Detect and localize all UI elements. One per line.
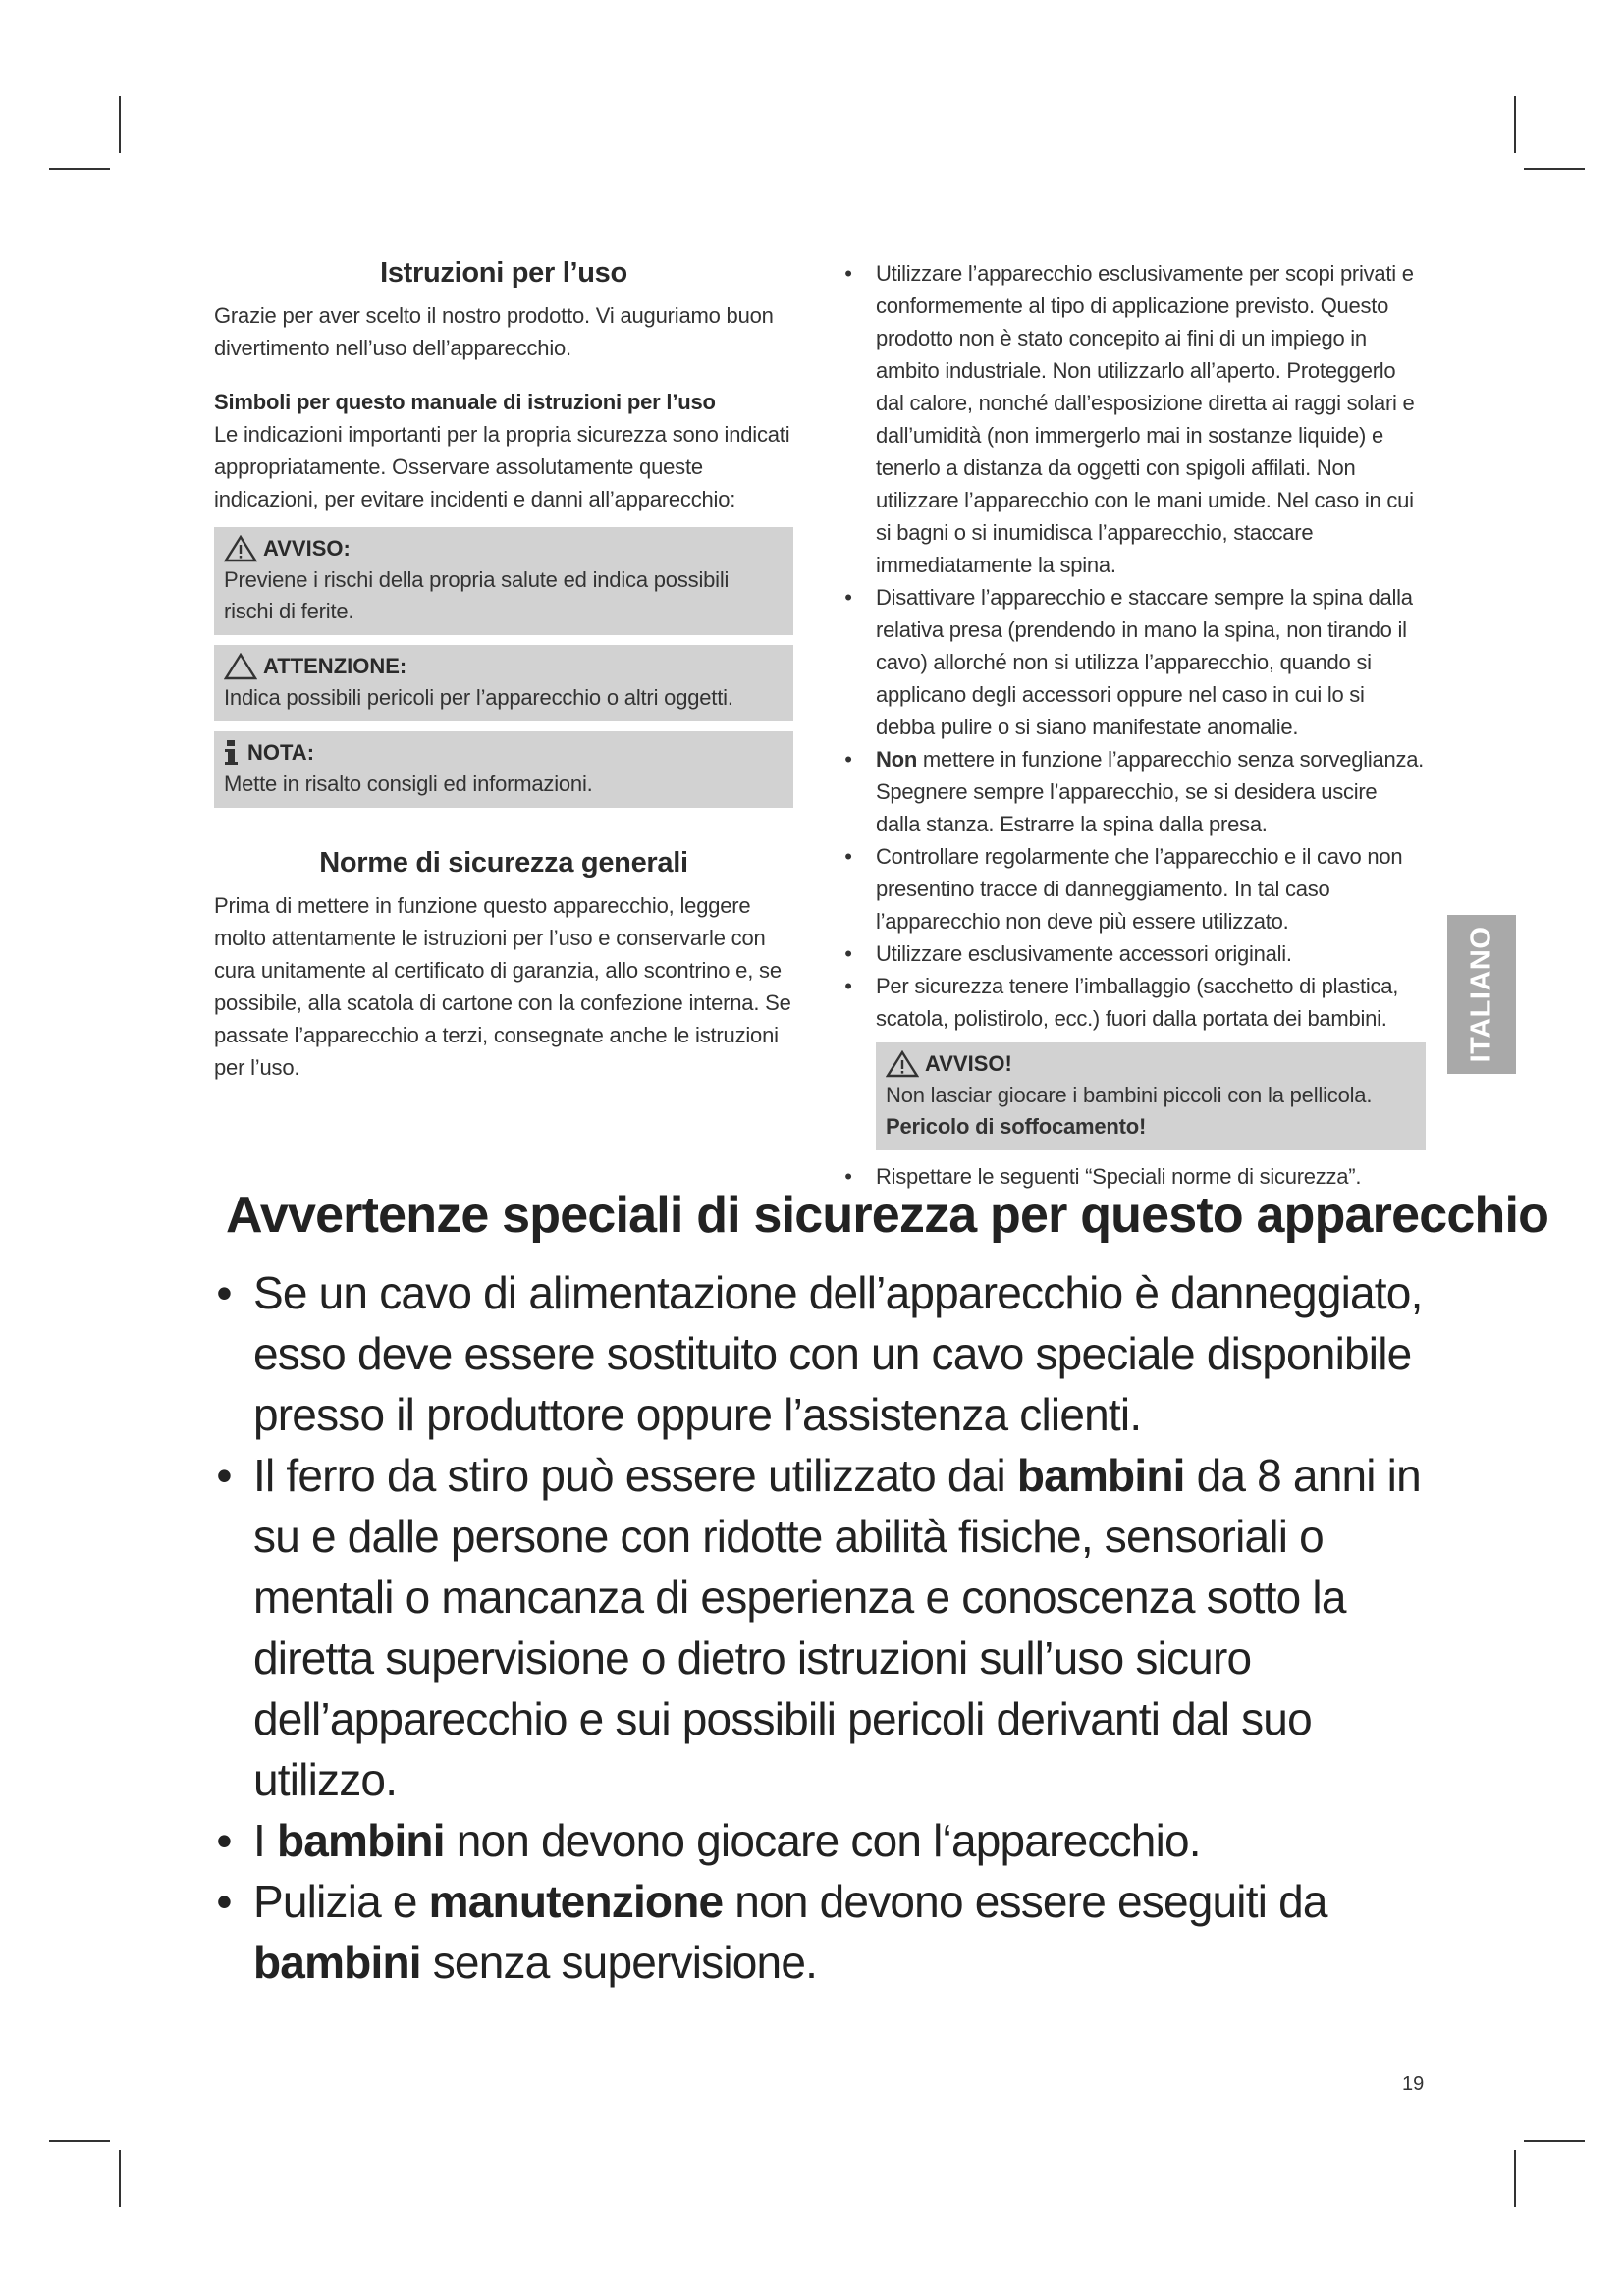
symbols-text: Le indicazioni importanti per la propria sicurezza sono indicati appropriatamente. Osservare assolutamente queste indicazioni, per evitare incidenti e danni all’apparecchio: [214, 422, 790, 511]
avviso-box [214, 527, 793, 635]
list-item: • Pulizia e manutenzione non devono essere eseguiti da bambini senza supervisione. [216, 1876, 1327, 1988]
list-item: • Disattivare l’apparecchio e staccare sempre la spina dalla relativa presa (prendendo in mano la spina, non tirando il cavo) allorché non si utilizza l’apparecchio, quando si applicano degli accessori oppure nel caso in cui lo si debba pulire o si siano manifestate anomalie. [844, 585, 1413, 739]
list-item: • Utilizzare l’apparecchio esclusivamente per scopi privati e conformemente al tipo di applicazione previsto. Questo prodotto non è stato concepito ai fini di un impiego in ambito industriale. Non utilizzarlo all’aperto. Proteggerlo dal calore, nonché dall’esposizione diretta ai raggi solari e dall’umidità (non immergerlo mai in sostanze liquide) e tenerlo a distanza da oggetti con spigoli affilati. Non utilizzare l’apparecchio con le mani umide. Nel caso in cui si bagni o si inumidisca l’apparecchio, staccare immediatamente la spina. [844, 261, 1415, 577]
symbols-heading: Simboli per questo manuale di istruzioni per l’uso [214, 390, 716, 414]
avviso-film-text: Non lasciar giocare i bambini piccoli con la pellicola. [886, 1083, 1373, 1107]
list-item: • Utilizzare esclusivamente accessori originali. [844, 941, 1292, 966]
list-item: • Non mettere in funzione l’apparecchio senza sorveglianza. Spegnere sempre l’apparecchio, se si desidera uscire dalla stanza. Estrarre la spina dalla presa. [844, 747, 1425, 836]
crop-mark [1514, 96, 1516, 153]
list-item: • Controllare regolarmente che l’apparecchio e il cavo non presentino tracce di danneggiamento. In tal caso l’apparecchio non deve più essere utilizzato. [844, 844, 1403, 934]
non-bold: Non [876, 747, 918, 772]
nota-text: Mette in risalto consigli ed informazioni. [224, 772, 593, 796]
attenzione-title [224, 651, 784, 682]
crop-mark [1524, 2140, 1585, 2142]
crop-mark [119, 96, 121, 153]
caution-triangle-icon [224, 653, 257, 680]
crop-mark [1514, 2150, 1516, 2207]
language-tab-label: ITALIANO [1465, 926, 1497, 1063]
avviso-film-title [886, 1048, 1416, 1080]
nota-label: NOTA: [247, 740, 315, 765]
safety-list [837, 257, 1426, 1035]
warning-triangle-icon [224, 535, 257, 562]
language-tab [1447, 915, 1516, 1074]
nota-box [214, 731, 793, 808]
general-safety-text: Prima di mettere in funzione questo apparecchio, leggere molto attentamente le istruzioni per l’uso e conservarle con cura unitamente al certificato di garanzia, allo scontrino e, se possibile, alla scatola di cartone con la confezione interna. Se passate l’apparecchio a terzi, consegnate anche le istruzioni per l’uso. [214, 893, 791, 1080]
page-number: 19 [1402, 2073, 1425, 2095]
crop-mark [119, 2150, 121, 2207]
special-warnings-title: Avvertenze speciali di sicurezza per questo apparecchio [226, 1187, 1549, 1244]
attenzione-label: ATTENZIONE: [263, 654, 407, 678]
avviso-text: Previene i rischi della propria salute ed indica possibili rischi di ferite. [224, 567, 730, 623]
list-item: • Il ferro da stiro può essere utilizzato dai bambini da 8 anni in su e dalle persone con ridotte abilità fisiche, sensoriali o mentali o mancanza di esperienza e conoscenza sotto la diretta supervisione o dietro istruzioni sull’uso sicuro dell’apparecchio e sui possibili pericoli derivanti dal suo utilizzo. [216, 1450, 1421, 1805]
list-item: • I bambini non devono giocare con l‘apparecchio. [216, 1815, 1201, 1866]
avviso-title [224, 533, 784, 564]
list-item: • Per sicurezza tenere l’imballaggio (sacchetto di plastica, scatola, polistirolo, ecc.) fuori dalla portata dei bambini. [844, 974, 1399, 1031]
info-icon [224, 740, 238, 766]
left-column [214, 257, 793, 1084]
attenzione-box [214, 645, 793, 721]
nota-title [224, 737, 784, 769]
crop-mark [49, 2140, 110, 2142]
list-item: • Rispettare le seguenti “Speciali norme di sicurezza”. [844, 1164, 1362, 1189]
warning-triangle-icon [886, 1050, 919, 1078]
avviso-film-box [876, 1042, 1426, 1150]
instructions-title: Istruzioni per l’uso [380, 257, 627, 289]
avviso-film-bold: Pericolo di soffocamento! [886, 1114, 1147, 1139]
crop-mark [49, 168, 110, 170]
special-warnings-list [210, 1262, 1447, 1993]
crop-mark [1524, 168, 1585, 170]
right-column [837, 257, 1426, 1193]
attenzione-text: Indica possibili pericoli per l’apparecchio o altri oggetti. [224, 685, 733, 710]
list-item: • Se un cavo di alimentazione dell’apparecchio è danneggiato, esso deve essere sostituito con un cavo speciale disponibile presso il produttore oppure l’assistenza clienti. [216, 1267, 1423, 1440]
avviso-label: AVVISO: [263, 536, 351, 561]
avviso-film-label: AVVISO! [925, 1051, 1012, 1076]
general-safety-title: Norme di sicurezza generali [319, 847, 688, 879]
intro-text: Grazie per aver scelto il nostro prodotto. Vi auguriamo buon divertimento nell’uso dell’apparecchio. [214, 303, 774, 360]
